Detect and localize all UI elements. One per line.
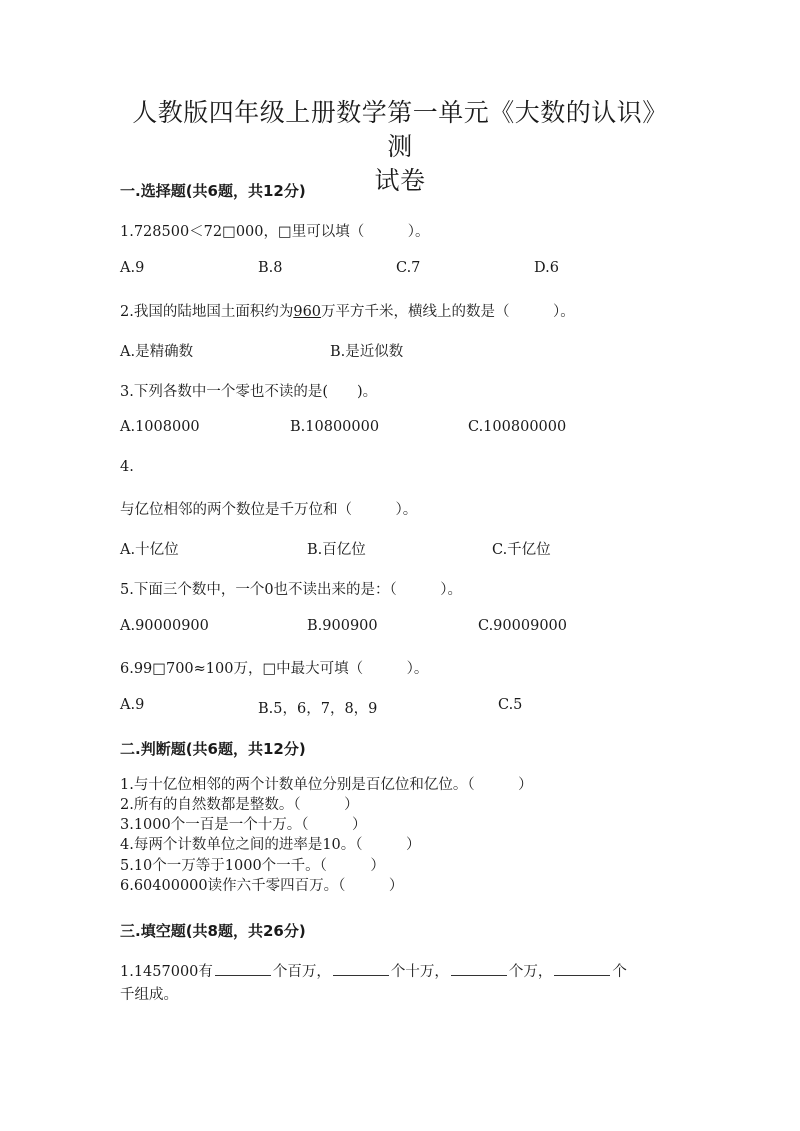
q1-2-option-a: A.是精确数 bbox=[120, 344, 194, 360]
fill-q1-part3: 个十万， bbox=[390, 964, 449, 980]
q1-4-option-a: A.十亿位 bbox=[120, 542, 179, 558]
q1-4-option-c: C.千亿位 bbox=[492, 542, 551, 558]
section-heading-judge: 二.判断题(共6题，共12分) bbox=[120, 740, 306, 758]
question-1-2 bbox=[120, 300, 575, 321]
q1-2-prefix: 2.我国的陆地国土面积约为 bbox=[120, 304, 294, 320]
q1-4-option-b: B.百亿位 bbox=[307, 542, 366, 558]
fill-q1-part4: 个万， bbox=[508, 964, 553, 980]
q1-6-option-c: C.5 bbox=[498, 697, 523, 713]
fill-q1-part1: 1.1457000有 bbox=[120, 964, 213, 980]
section-heading-fill: 三.填空题(共8题，共26分) bbox=[120, 922, 306, 940]
judge-item-1: 1.与十亿位相邻的两个计数单位分别是百亿位和亿位。（ ） bbox=[120, 777, 533, 793]
q1-1-option-a: A.9 bbox=[120, 260, 145, 276]
fill-question-1 bbox=[120, 960, 627, 981]
fill-blank-3[interactable] bbox=[451, 961, 507, 976]
q1-3-option-a: A.1008000 bbox=[120, 419, 200, 435]
q1-5-option-a: A.90000900 bbox=[120, 618, 209, 634]
q1-2-suffix: 万平方千米，横线上的数是（ ）。 bbox=[321, 304, 575, 320]
section-heading-choice: 一.选择题(共6题，共12分) bbox=[120, 182, 306, 200]
judge-item-4: 4.每两个计数单位之间的进率是10。（ ） bbox=[120, 837, 421, 853]
title-line-2: 试卷 bbox=[374, 166, 426, 195]
judge-item-2: 2.所有的自然数都是整数。（ ） bbox=[120, 797, 359, 813]
q1-3-option-c: C.100800000 bbox=[468, 419, 567, 435]
fill-question-1-line2: 千组成。 bbox=[120, 987, 178, 1003]
question-1-4-number: 4. bbox=[120, 459, 134, 475]
judge-item-5: 5.10个一万等于1000个一千。（ ） bbox=[120, 858, 385, 874]
question-1-3: 3.下列各数中一个零也不读的是( )。 bbox=[120, 384, 378, 400]
title-line-1: 人教版四年级上册数学第一单元《大数的认识》测 bbox=[132, 98, 668, 161]
fill-q1-part2: 个百万， bbox=[272, 964, 331, 980]
question-1-4: 与亿位相邻的两个数位是千万位和（ ）。 bbox=[120, 502, 418, 518]
q1-5-option-c: C.90009000 bbox=[478, 618, 567, 634]
judge-item-6: 6.60400000读作六千零四百万。（ ） bbox=[120, 878, 404, 894]
fill-blank-4[interactable] bbox=[554, 961, 610, 976]
fill-blank-1[interactable] bbox=[215, 961, 271, 976]
q1-2-option-b: B.是近似数 bbox=[330, 344, 404, 360]
q1-3-option-b: B.10800000 bbox=[290, 419, 380, 435]
q1-1-option-b: B.8 bbox=[258, 260, 283, 276]
question-1-6: 6.99□700≈100万，□中最大可填（ ）。 bbox=[120, 661, 429, 677]
q1-1-option-d: D.6 bbox=[534, 260, 559, 276]
q1-1-option-c: C.7 bbox=[396, 260, 421, 276]
q1-6-option-b: B.5，6，7，8，9 bbox=[258, 701, 378, 717]
question-1-1: 1.728500＜72□000，□里可以填（ ）。 bbox=[120, 224, 430, 240]
judge-item-3: 3.1000个一百是一个十万。（ ） bbox=[120, 817, 367, 833]
fill-blank-2[interactable] bbox=[333, 961, 389, 976]
q1-2-underlined-number: 960 bbox=[293, 304, 322, 320]
q1-5-option-b: B.900900 bbox=[307, 618, 378, 634]
q1-6-option-a: A.9 bbox=[120, 697, 145, 713]
question-1-5: 5.下面三个数中，一个0也不读出来的是：（ ）。 bbox=[120, 582, 463, 598]
fill-q1-part5: 个 bbox=[612, 964, 627, 980]
